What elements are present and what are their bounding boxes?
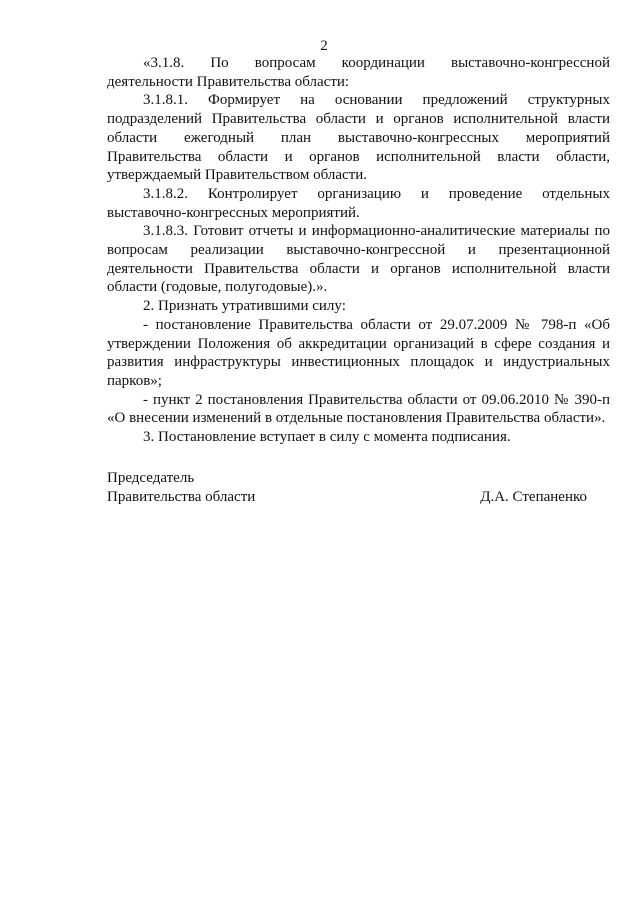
repeal-item-1: - постановление Правительства области от 29.07.2009 № 798-п «Об утверждении Положения об аккредитации организаций в сфере создания и развития инфраструктуры инвестиционных площадок и индустриальных парков»; (107, 316, 610, 389)
signatory-title-line2: Правительства области (107, 488, 256, 505)
paragraph-3-1-8-1: 3.1.8.1. Формирует на основании предложений структурных подразделений Правительства области и органов исполнительной власти области ежегодный план выставочно-конгрессных мероприятий Правительства области и органов исполнительной власти области, утверждаемый Правительством области. (107, 92, 610, 184)
document-body (107, 54, 610, 447)
signatory-title-line1: Председатель (107, 470, 195, 486)
signatory-name: Д.А. Степаненко (480, 488, 587, 505)
page-number: 2 (320, 38, 328, 54)
paragraph-2-repeal: 2. Признать утратившими силу: (143, 298, 346, 315)
signature-row (107, 488, 587, 507)
paragraph-3-1-8-2: 3.1.8.2. Контролирует организацию и проведение отдельных выставочно-конгрессных мероприятий. (107, 185, 610, 221)
paragraph-3-1-8-3: 3.1.8.3. Готовит отчеты и информационно-аналитические материалы по вопросам реализации выставочно-конгрессной и презентационной деятельности Правительства области и органов исполнительной власти области (годовые, полугодовые).». (107, 223, 610, 296)
paragraph-3-effective: 3. Постановление вступает в силу с момента подписания. (143, 429, 511, 446)
repeal-item-2: - пункт 2 постановления Правительства области от 09.06.2010 № 390-п «О внесении изменений в отдельные постановления Правительства области». (107, 391, 610, 427)
signature-block (107, 469, 587, 506)
paragraph-3-1-8: «3.1.8. По вопросам координации выставочно-конгрессной деятельности Правительства области: (107, 55, 610, 90)
